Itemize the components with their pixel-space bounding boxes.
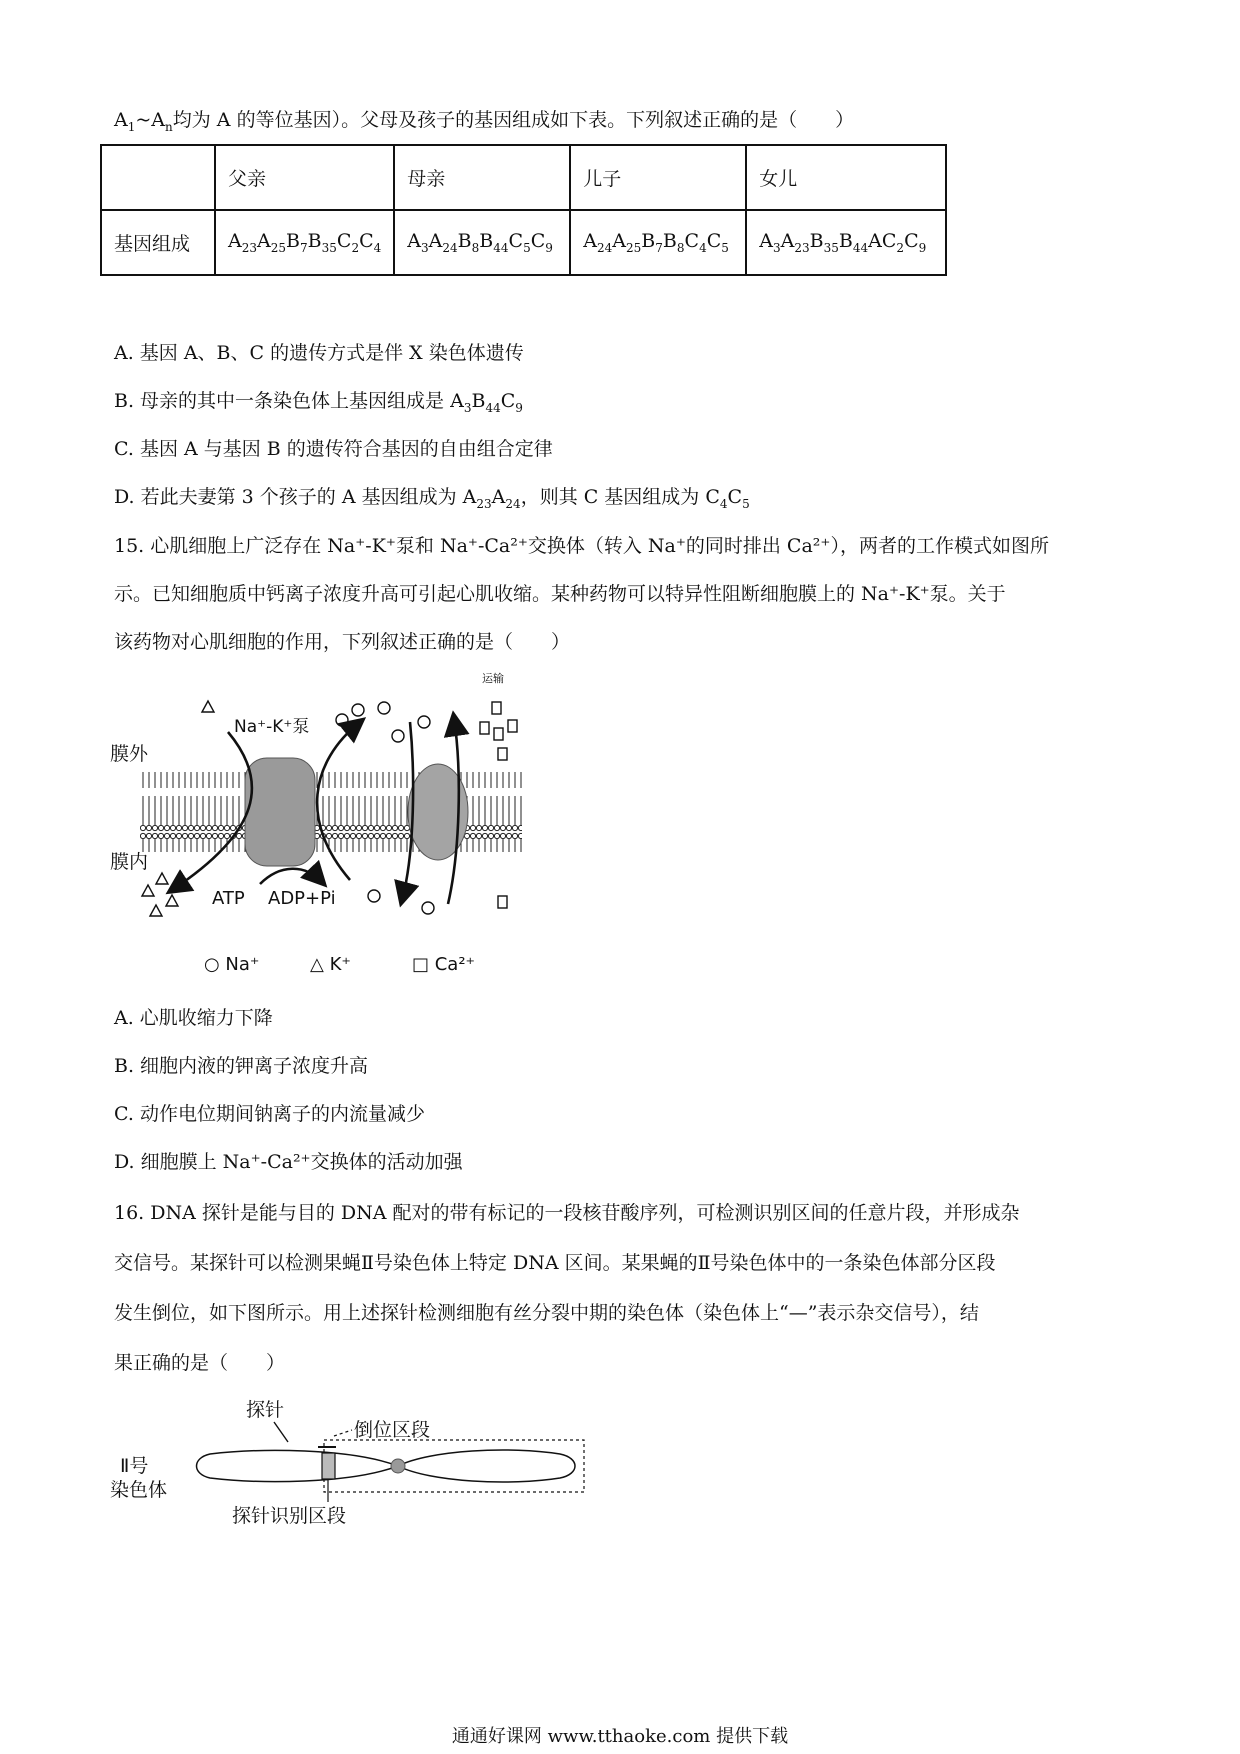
q16-stem-line1: 16. DNA 探针是能与目的 DNA 配对的带有标记的一段核苷酸序列，可检测识别区间的任意片段，并形成杂	[114, 1202, 1020, 1224]
table-header-mother: 母亲	[394, 145, 570, 210]
adp-label: ADP+Pi	[268, 888, 336, 909]
inversion-label: 倒位区段	[354, 1419, 431, 1441]
table-header-daughter: 女儿	[746, 145, 946, 210]
option-d-gene2: $C_4C_5$	[705, 486, 750, 511]
option-d-text: D. 若此夫妻第 3 个孩子的 A 基因组成为	[114, 486, 463, 508]
genotype-cell: $A_{24}A_{25}B_7B_8C_4C_5$	[570, 210, 746, 275]
q14-option-d	[114, 484, 750, 517]
chromosome-label-1: Ⅱ号	[120, 1455, 149, 1477]
top-right-label: 运输	[482, 672, 504, 685]
na-k-pump	[245, 758, 315, 866]
q14-option-b	[114, 388, 523, 421]
label-outside: 膜外	[110, 743, 149, 765]
q14-intro	[114, 107, 854, 140]
option-d-gene1: $A_{23}A_{24}$	[462, 486, 521, 511]
label-inside: 膜内	[110, 851, 149, 873]
intro-text-a: A	[114, 109, 128, 131]
intro-sub-1: 1	[127, 119, 136, 134]
genotype-table	[100, 144, 947, 276]
q15-option-c: C. 动作电位期间钠离子的内流量减少	[114, 1103, 425, 1125]
page-footer: 通通好课网 www.tthaoke.com 提供下载	[451, 1726, 789, 1747]
chromosome-arm-left	[197, 1450, 399, 1481]
table-header-empty	[101, 145, 215, 210]
q14-option-a: A. 基因 A、B、C 的遗传方式是伴 X 染色体遗传	[114, 342, 524, 364]
q15-stem-line3: 该药物对心肌细胞的作用，下列叙述正确的是（ ）	[114, 631, 571, 653]
intro-text-mid: ~A	[135, 109, 166, 131]
chromosome-label-2: 染色体	[110, 1479, 168, 1501]
option-b-text: B. 母亲的其中一条染色体上基因组成是	[114, 390, 451, 412]
q15-stem-line2: 示。已知细胞质中钙离子浓度升高可引起心肌收缩。某种药物可以特异性阻断细胞膜上的 Na⁺-K⁺泵。关于	[114, 583, 1006, 605]
table-header-son: 儿子	[570, 145, 746, 210]
q14-option-c: C. 基因 A 与基因 B 的遗传符合基因的自由组合定律	[114, 438, 553, 460]
probe-label: 探针	[246, 1399, 285, 1421]
q15-option-d: D. 细胞膜上 Na⁺-Ca²⁺交换体的活动加强	[114, 1151, 463, 1173]
membrane-transport-figure	[110, 672, 530, 982]
intro-text-post: 均为 A 的等位基因）。父母及孩子的基因组成如下表。下列叙述正确的是（ ）	[172, 109, 855, 131]
table-row	[101, 210, 946, 275]
intro-sub-n: n	[165, 119, 173, 134]
arrow-atp	[260, 869, 322, 884]
legend-na: ○ Na⁺	[204, 954, 260, 975]
table-header-father: 父亲	[215, 145, 394, 210]
q15-option-b: B. 细胞内液的钾离子浓度升高	[114, 1055, 369, 1077]
q15-stem-line1: 15. 心肌细胞上广泛存在 Na⁺-K⁺泵和 Na⁺-Ca²⁺交换体（转入 Na⁺的同时排出 Ca²⁺），两者的工作模式如图所	[114, 535, 1049, 557]
q15-option-a: A. 心肌收缩力下降	[114, 1007, 273, 1029]
pump-label: Na⁺-K⁺泵	[234, 717, 310, 737]
q16-stem-line4: 果正确的是（ ）	[114, 1352, 286, 1374]
genotype-cell: $A_{23}A_{25}B_7B_{35}C_2C_4$	[215, 210, 394, 275]
genotype-cell: $A_3A_{23}B_{35}B_{44}AC_2C_9$	[746, 210, 946, 275]
q16-stem-line3: 发生倒位，如下图所示。用上述探针检测细胞有丝分裂中期的染色体（染色体上“—”表示杂交信号），结	[114, 1302, 979, 1324]
legend-ca: □ Ca²⁺	[412, 954, 476, 975]
chromosome-arm-right	[398, 1450, 575, 1482]
table-header-row	[101, 145, 946, 210]
table-row-label: 基因组成	[101, 210, 215, 275]
chromosome-figure	[110, 1390, 610, 1530]
atp-label: ATP	[212, 888, 245, 909]
probe-pointer	[274, 1422, 288, 1442]
option-d-mid: ，则其 C 基因组成为	[520, 486, 706, 508]
probe-recognition-region	[322, 1453, 335, 1479]
inversion-pointer	[334, 1430, 352, 1436]
option-b-gene: $A_3B_{44}C_9$	[450, 390, 523, 415]
genotype-cell: $A_3A_{24}B_8B_{44}C_5C_9$	[394, 210, 570, 275]
q16-stem-line2: 交信号。某探针可以检测果蝇Ⅱ号染色体上特定 DNA 区间。某果蝇的Ⅱ号染色体中的一条染色体部分区段	[114, 1252, 996, 1274]
centromere	[391, 1459, 405, 1473]
probe-region-label: 探针识别区段	[232, 1505, 347, 1527]
legend-k: △ K⁺	[310, 954, 351, 975]
